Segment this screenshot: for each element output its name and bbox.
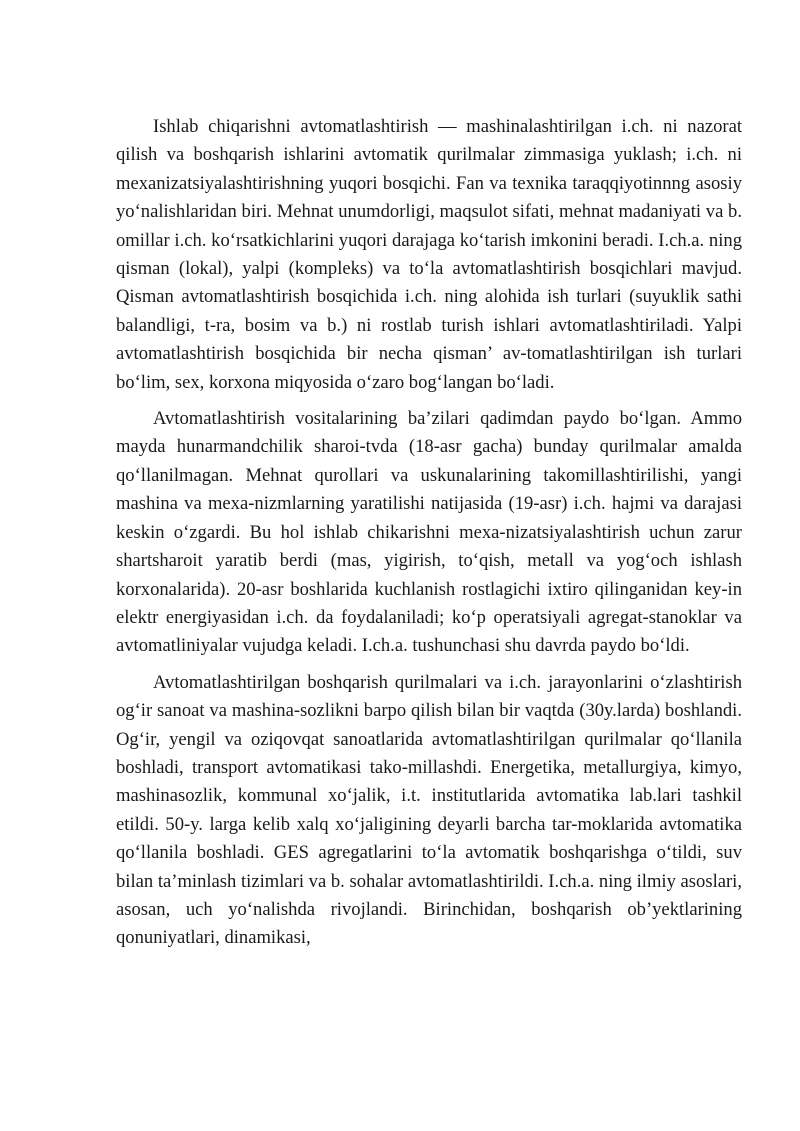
paragraph-2: Avtomatlashtirish vositalarining ba’zilari qadimdan paydo bo‘lgan. Ammo mayda hunarmandchilik sharoi-tvda (18-asr gacha) bunday qurilmalar amalda qo‘llanilmagan. Mehnat qurollari va uskunalarining takomillashtirilishi, yangi mashina va mexa-nizmlarning yaratilishi natijasida (19-asr) i.ch. hajmi va darajasi keskin o‘zgardi. Bu hol ishlab chikarishni mexa-nizatsiyalashtirish uchun zarur shartsharoit yaratib berdi (mas, yigirish, to‘qish, metall va yog‘och ishlash korxonalarida). 20-asr boshlarida kuchlanish rostlagichi ixtiro qilinganidan key-in elektr energiyasidan i.ch. da foydalaniladi; ko‘p operatsiyali agregat-stanoklar va avtomatliniyalar vujudga keladi. I.ch.a. tushunchasi shu davrda paydo bo‘ldi. <box>116 408 742 657</box>
document-page <box>116 113 742 961</box>
paragraph-3: Avtomatlashtirilgan boshqarish qurilmalari va i.ch. jarayonlarini o‘zlashtirish og‘ir sanoat va mashina-sozlikni barpo qilish bilan bir vaqtda (30y.larda) boshlandi. Og‘ir, yengil va oziqovqat sanoatlarida avtomatlashtirilgan qurilmalar qo‘llanila boshladi, transport avtomatikasi tako-millashdi. Energetika, metallurgiya, kimyo, mashinasozlik, kommunal xo‘jalik, i.t. institutlarida avtomatika lab.lari tashkil etildi. 50-y. larga kelib xalq xo‘jaligining deyarli barcha tar-moklarida avtomatika qo‘llanila boshladi. GES agregatlarini to‘la avtomatik boshqarishga o‘tildi, suv bilan ta’minlash tizimlari va b. sohalar avtomatlashtirildi. I.ch.a. ning ilmiy asoslari, asosan, uch yo‘nalishda rivojlandi. Birinchidan, boshqarish ob’yektlarining qonuniyatlari, dinamikasi, <box>116 671 742 949</box>
paragraph-1: Ishlab chiqarishni avtomatlashtirish — mashinalashtirilgan i.ch. ni nazorat qilish va boshqarish ishlarini avtomatik qurilmalar zimmasiga yuklash; i.ch. ni mexanizatsiyalashtirishning yuqori bosqichi. Fan va texnika taraqqiyotinnng asosiy yo‘nalishlaridan biri. Mehnat unumdorligi, maqsulot sifati, mehnat madaniyati va b. omillar i.ch. ko‘rsatkichlarini yuqori darajaga ko‘tarish imkonini beradi. I.ch.a. ning qisman (lokal), yalpi (kompleks) va to‘la avtomatlashtirish bosqichlari mavjud. Qisman avtomatlashtirish bosqichida i.ch. ning alohida ish turlari (suyuklik sathi balandligi, t-ra, bosim va b.) ni rostlab turish ishlari avtomatlashtiriladi. Yalpi avtomatlashtirish bosqichida bir necha qisman’ av-tomatlashtirilgan ish turlari bo‘lim, sex, korxona miqyosida o‘zaro bog‘langan bo‘ladi. <box>116 116 742 393</box>
